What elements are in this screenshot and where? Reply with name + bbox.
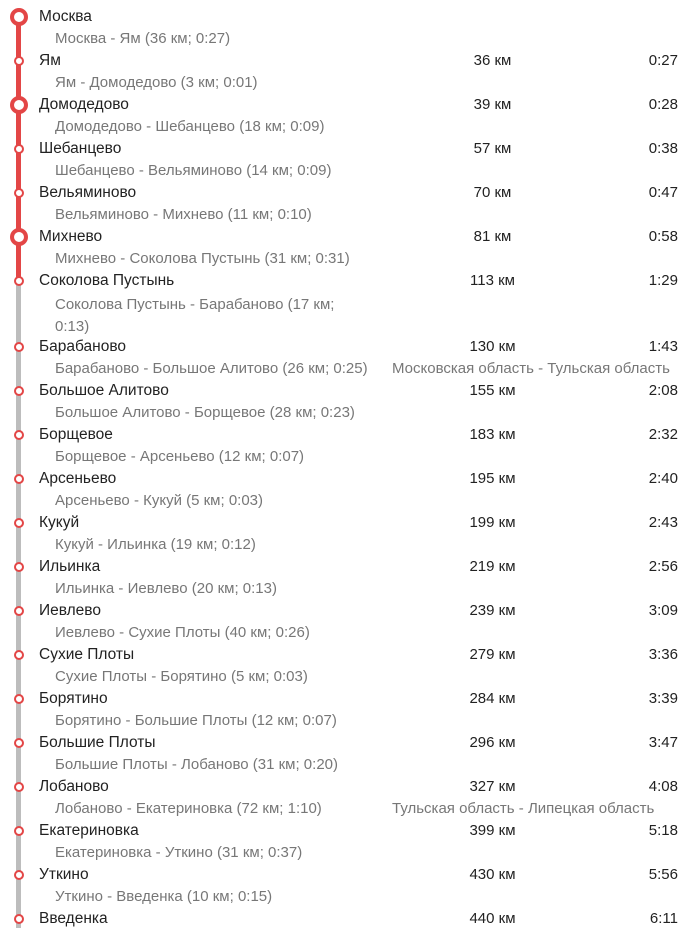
stop-distance: 430 км — [469, 866, 516, 883]
stop-name[interactable]: Уткино — [39, 866, 89, 883]
stop-marker-icon — [14, 430, 24, 440]
stop-time: 5:56 — [648, 866, 678, 883]
stop-marker-icon — [14, 386, 24, 396]
stop-marker-icon — [14, 56, 24, 66]
stop-distance: 239 км — [469, 602, 516, 619]
major-stop-marker-icon — [10, 228, 28, 246]
stop-name[interactable]: Вельяминово — [39, 184, 137, 201]
segment-info: Борщевое - Арсеньево (12 км; 0:07) — [55, 448, 305, 465]
stop-marker-icon — [14, 342, 24, 352]
stop-time: 1:43 — [648, 338, 678, 355]
stop-name[interactable]: Москва — [39, 8, 92, 25]
segment-info: Ям - Домодедово (3 км; 0:01) — [55, 74, 258, 91]
stop-distance: 39 км — [473, 96, 512, 113]
major-stop-marker-icon — [10, 8, 28, 26]
stop-name[interactable]: Екатериновка — [39, 822, 139, 839]
stop-name[interactable]: Лобаново — [39, 778, 109, 795]
segment-info: Екатериновка - Уткино (31 км; 0:37) — [55, 844, 303, 861]
stop-distance: 284 км — [469, 690, 516, 707]
segment-info: Кукуй - Ильинка (19 км; 0:12) — [55, 536, 256, 553]
segment-info: Вельяминово - Михнево (11 км; 0:10) — [55, 206, 312, 223]
stop-time: 2:40 — [648, 470, 678, 487]
region-border-label: Тульская область - Липецкая область — [392, 800, 655, 817]
stop-marker-icon — [14, 562, 24, 572]
stop-marker-icon — [14, 606, 24, 616]
stop-name[interactable]: Ильинка — [39, 558, 101, 575]
stop-name[interactable]: Домодедово — [39, 96, 129, 113]
stop-time: 4:08 — [648, 778, 678, 795]
segment-info: Арсеньево - Кукуй (5 км; 0:03) — [55, 492, 264, 509]
segment-info: Ильинка - Иевлево (20 км; 0:13) — [55, 580, 277, 597]
stop-time: 0:58 — [648, 228, 678, 245]
stop-marker-icon — [14, 144, 24, 154]
stop-time: 2:56 — [648, 558, 678, 575]
stop-name[interactable]: Сухие Плоты — [39, 646, 135, 663]
stop-distance: 113 км — [470, 272, 515, 289]
stop-time: 3:47 — [648, 734, 678, 751]
major-stop-marker-icon — [10, 96, 28, 114]
stop-name[interactable]: Введенка — [39, 910, 108, 927]
stop-time: 0:27 — [648, 52, 678, 69]
segment-info: Михнево - Соколова Пустынь (31 км; 0:31) — [55, 250, 350, 267]
stop-distance: 440 км — [469, 910, 516, 927]
stop-distance: 70 км — [473, 184, 512, 201]
stop-time: 1:29 — [648, 272, 678, 289]
stop-time: 0:38 — [648, 140, 678, 157]
stop-marker-icon — [14, 782, 24, 792]
stop-name[interactable]: Арсеньево — [39, 470, 117, 487]
stop-name[interactable]: Соколова Пустынь — [39, 272, 175, 289]
segment-info: Иевлево - Сухие Плоты (40 км; 0:26) — [55, 624, 310, 641]
region-border-label: Московская область - Тульская область — [392, 360, 670, 377]
segment-info: Борятино - Большие Плоты (12 км; 0:07) — [55, 712, 337, 729]
segment-info: Уткино - Введенка (10 км; 0:15) — [55, 888, 273, 905]
stop-time: 2:32 — [648, 426, 678, 443]
stop-time: 2:08 — [648, 382, 678, 399]
stop-name[interactable]: Борщевое — [39, 426, 113, 443]
stop-distance: 130 км — [469, 338, 516, 355]
segment-info: Шебанцево - Вельяминово (14 км; 0:09) — [55, 162, 332, 179]
stop-marker-icon — [14, 738, 24, 748]
stop-distance: 81 км — [473, 228, 512, 245]
stop-time: 3:36 — [648, 646, 678, 663]
stop-distance: 327 км — [469, 778, 516, 795]
stop-time: 3:09 — [648, 602, 678, 619]
stop-distance: 199 км — [469, 514, 516, 531]
segment-info: Большое Алитово - Борщевое (28 км; 0:23) — [55, 404, 355, 421]
stop-time: 5:18 — [648, 822, 678, 839]
stop-marker-icon — [14, 276, 24, 286]
stop-time: 2:43 — [648, 514, 678, 531]
stop-marker-icon — [14, 474, 24, 484]
stop-distance: 279 км — [469, 646, 516, 663]
stop-name[interactable]: Шебанцево — [39, 140, 122, 157]
stop-distance: 155 км — [469, 382, 516, 399]
segment-info: Барабаново - Большое Алитово (26 км; 0:25) — [55, 360, 368, 377]
stop-time: 0:28 — [648, 96, 678, 113]
stop-time: 3:39 — [648, 690, 678, 707]
stop-time: 0:47 — [648, 184, 678, 201]
stop-marker-icon — [14, 518, 24, 528]
segment-info: Лобаново - Екатериновка (72 км; 1:10) — [55, 800, 322, 817]
stop-marker-icon — [14, 914, 24, 924]
segment-info: Большие Плоты - Лобаново (31 км; 0:20) — [55, 756, 339, 773]
stop-distance: 195 км — [469, 470, 516, 487]
stop-name[interactable]: Большое Алитово — [39, 382, 169, 399]
stop-name[interactable]: Иевлево — [39, 602, 101, 619]
segment-info: Сухие Плоты - Борятино (5 км; 0:03) — [55, 668, 308, 685]
stop-name[interactable]: Большие Плоты — [39, 734, 156, 751]
stop-marker-icon — [14, 188, 24, 198]
stop-name[interactable]: Борятино — [39, 690, 108, 707]
stop-name[interactable]: Михнево — [39, 228, 103, 245]
stop-marker-icon — [14, 650, 24, 660]
stop-distance: 57 км — [473, 140, 512, 157]
segment-info: Соколова Пустынь - Барабаново (17 км; 0:13) — [55, 296, 335, 335]
stop-marker-icon — [14, 870, 24, 880]
stop-distance: 399 км — [469, 822, 516, 839]
stop-name[interactable]: Барабаново — [39, 338, 127, 355]
segment-info: Москва - Ям (36 км; 0:27) — [55, 30, 231, 47]
stop-name[interactable]: Кукуй — [39, 514, 80, 531]
segment-info: Домодедово - Шебанцево (18 км; 0:09) — [55, 118, 325, 135]
stop-distance: 36 км — [473, 52, 512, 69]
stop-distance: 296 км — [469, 734, 516, 751]
stop-marker-icon — [14, 826, 24, 836]
stop-distance: 183 км — [469, 426, 516, 443]
stop-time: 6:11 — [649, 910, 678, 927]
stop-distance: 219 км — [469, 558, 516, 575]
stop-name[interactable]: Ям — [39, 52, 61, 69]
stop-marker-icon — [14, 694, 24, 704]
